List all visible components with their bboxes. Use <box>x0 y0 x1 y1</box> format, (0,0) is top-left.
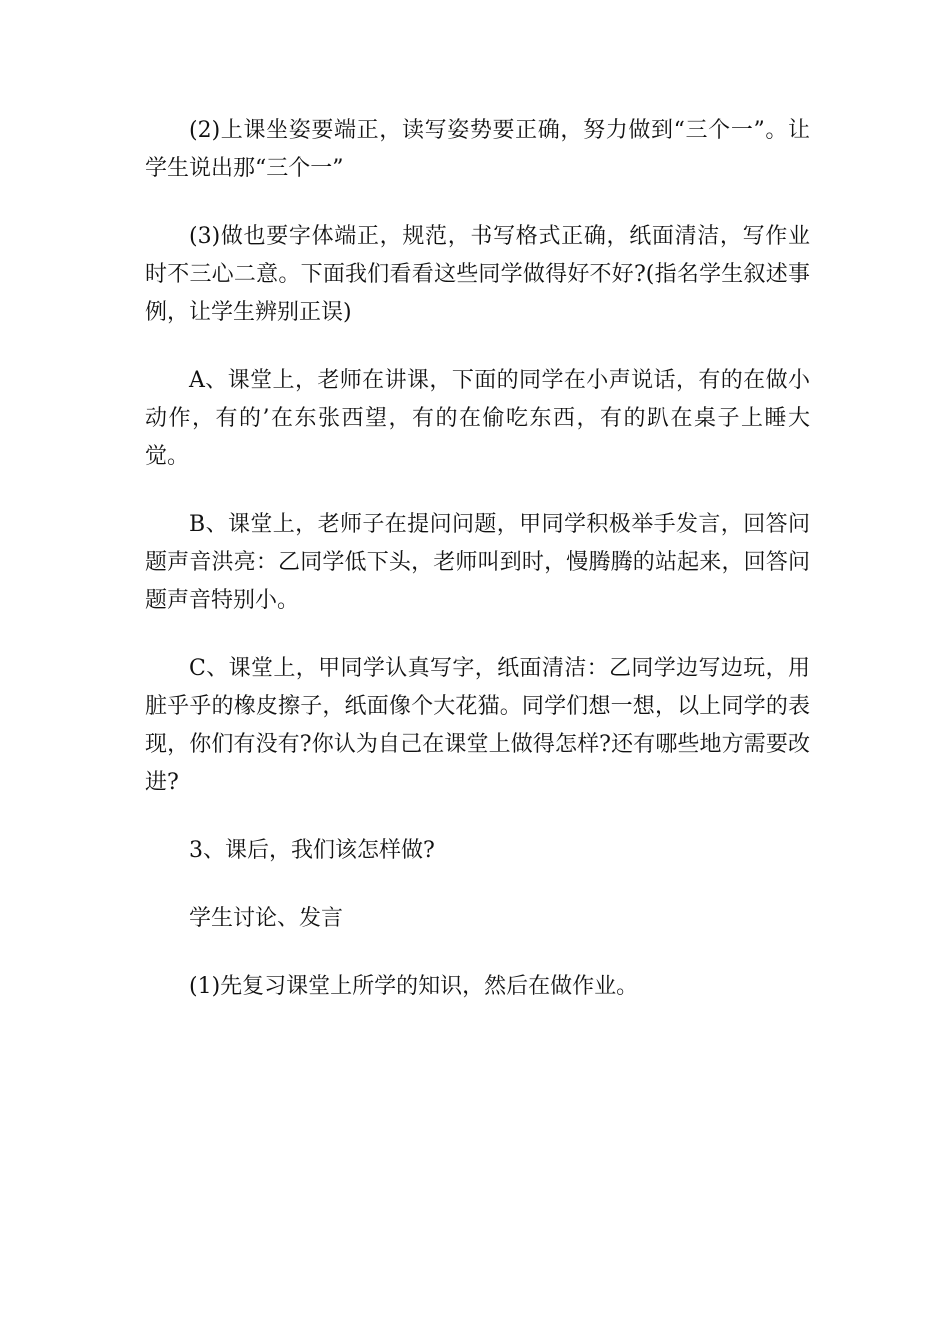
paragraph-student-discussion: 学生讨论、发言 <box>189 906 344 931</box>
paragraph-example-b: B、课堂上，老师子在提问问题，甲同学积极举手发言，回答问题声音洪亮：乙同学低下头，老师叫到时，慢腾腾的站起来，回答问题声音特别小。 <box>145 512 810 613</box>
document-body <box>145 112 810 1036</box>
paragraph-example-c: C、课堂上，甲同学认真写字，纸面清洁：乙同学边写边玩，用脏乎乎的橡皮擦子，纸面像个大花猫。同学们想一想，以上同学的表现，你们有没有?你认为自己在课堂上做得怎样?还有哪些地方需要改进? <box>145 656 810 795</box>
paragraph-example-a: A、课堂上，老师在讲课，下面的同学在小声说话，有的在做小动作，有的’在东张西望，有的在偷吃东西，有的趴在桌子上睡大觉。 <box>145 368 810 469</box>
paragraph-review-first: (1)先复习课堂上所学的知识，然后在做作业。 <box>189 974 639 999</box>
paragraph-sitting-posture: (2)上课坐姿要端正，读写姿势要正确，努力做到“三个一”。让学生说出那“三个一” <box>145 118 810 181</box>
paragraph-handwriting: (3)做也要字体端正，规范，书写格式正确，纸面清洁，写作业时不三心二意。下面我们看看这些同学做得好不好?(指名学生叙述事例，让学生辨别正误) <box>145 224 810 325</box>
paragraph-after-class-question: 3、课后，我们该怎样做? <box>189 838 435 863</box>
